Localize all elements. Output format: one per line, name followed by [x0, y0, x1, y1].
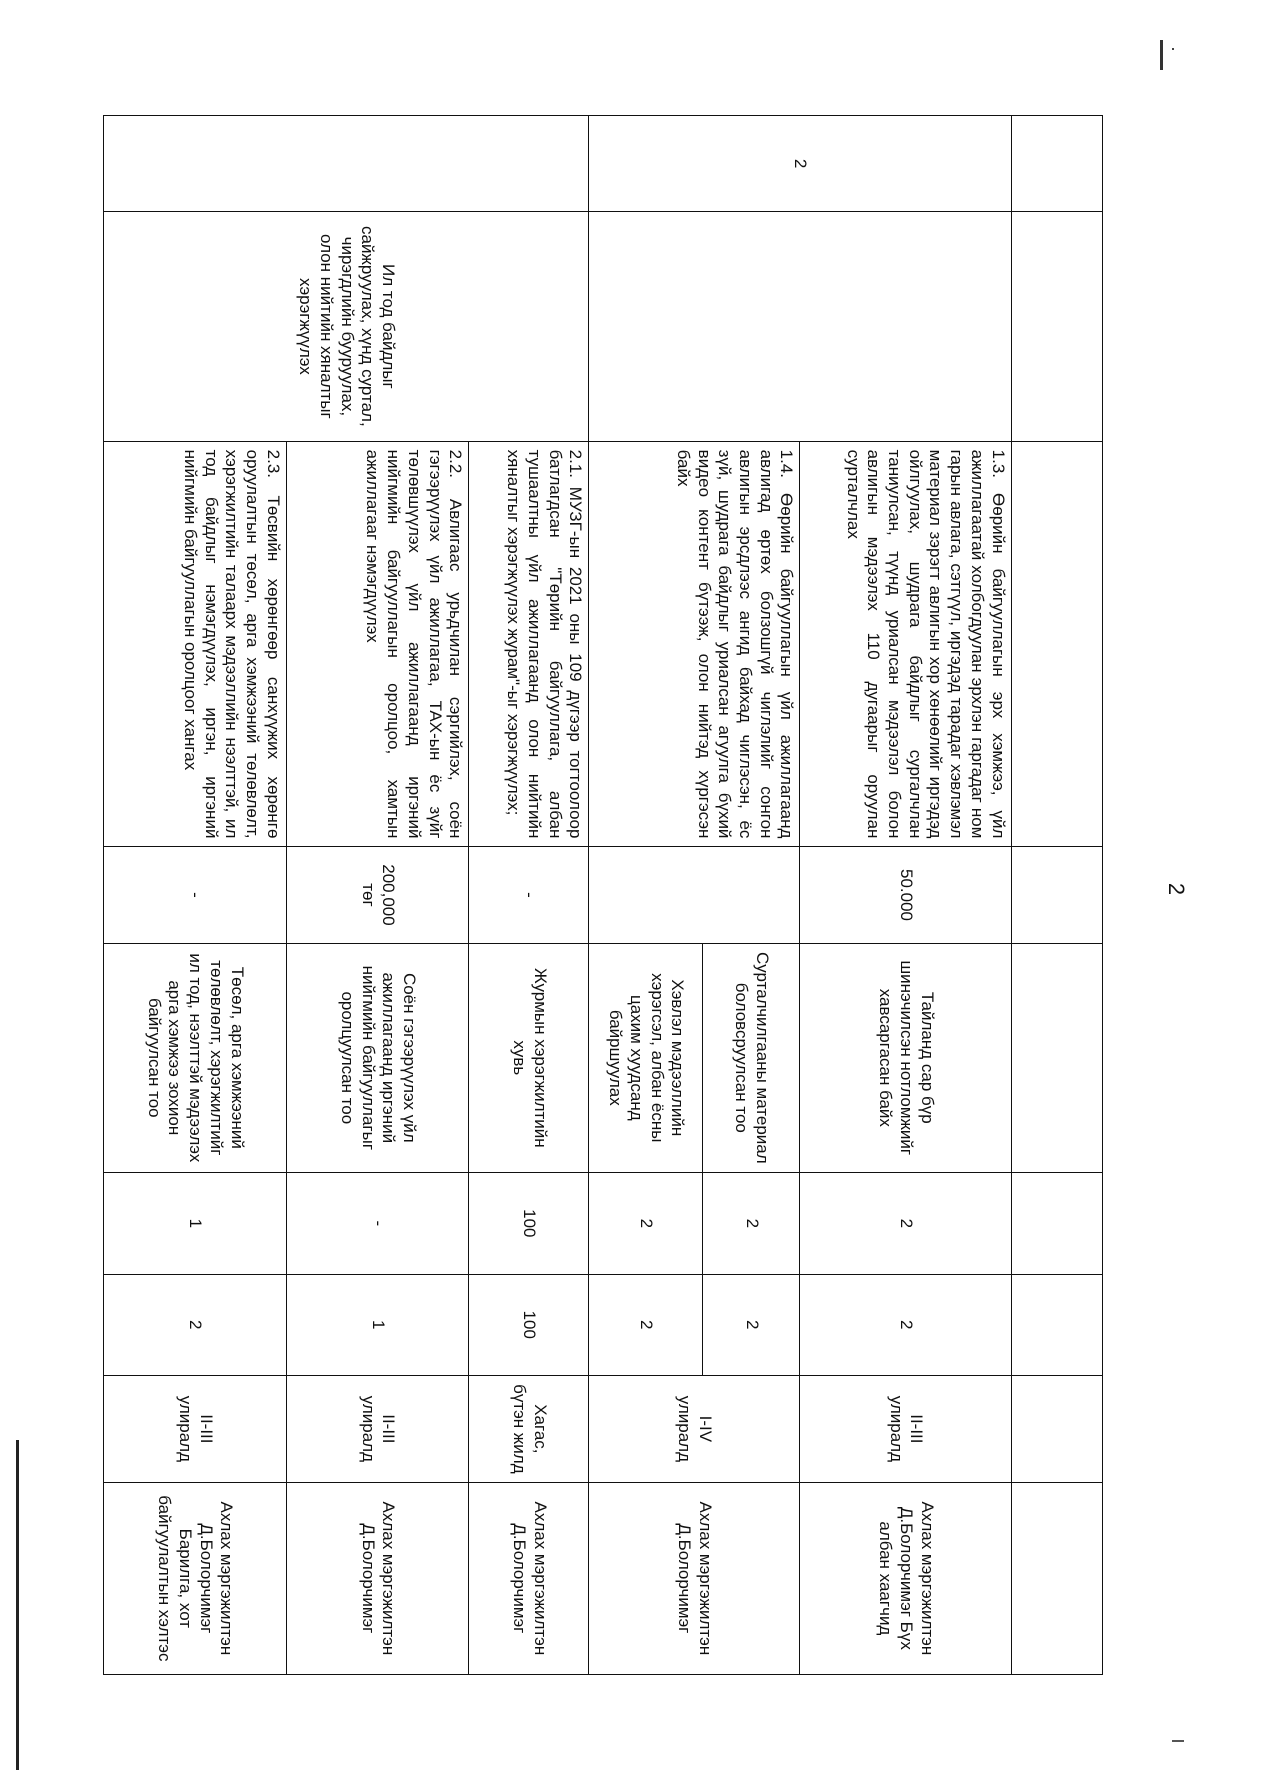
scan-mark [1172, 1740, 1184, 1742]
budget-2-1: - [469, 847, 589, 943]
deadline-2-2: II-III улиралд [286, 1375, 469, 1482]
deadline-1-4: I-IV улиралд [589, 1375, 800, 1482]
activity-2-2: 2.2. Авлигаас урьдчилан сэргийлэх, соён гэгээрүүлэх үйл ажиллагаа, ТАХ-ын ёс зүйг төлөвшүүлэх үйл ажиллагаанд иргэний нийгмийн байгууллагын оролцоо, хамтын ажиллагааг нэмэгдүүлэх [286, 441, 469, 847]
indicator-1-4-b: Хэвлэл мэдээллийн хэрэгсэл, албан ёсны цахим хуудсанд байршуулах [589, 943, 703, 1173]
responsible-1-4: Ахлах мэргэжилтэн Д.Болорчимэг [589, 1482, 800, 1674]
responsible-2-1: Ахлах мэргэжилтэн Д.Болорчимэг [469, 1482, 589, 1674]
empty-cell [1011, 1375, 1102, 1482]
target-1-3: 2 [800, 1274, 1011, 1375]
rotated-table [103, 115, 1103, 1675]
empty-cell [1011, 116, 1102, 212]
baseline-1-4-b: 2 [589, 1173, 703, 1274]
target-1-4-a: 2 [703, 1274, 800, 1375]
objective-cell [589, 212, 1011, 442]
activity-2-1: 2.1. МУЗГ-ын 2021 оны 109 дүгээр тогтоолоор батлагдсан "Төрийн байгууллага, албан тушаалтны үйл ажиллагаанд олон нийтийн хяналтыг хэрэгжүүлэх журам"-ыг хэрэгжүүлэх; [469, 441, 589, 847]
rotated-table-area [103, 115, 1261, 1675]
responsible-2-2: Ахлах мэргэжилтэн Д.Болорчимэг [286, 1482, 469, 1674]
scan-dot [1172, 48, 1174, 50]
action-plan-table [103, 115, 1103, 1675]
deadline-2-1: Хагас, бүтэн жилд [469, 1375, 589, 1482]
target-2-2: 1 [286, 1274, 469, 1375]
page-number: 2 [1164, 882, 1190, 896]
baseline-1-4-a: 2 [703, 1173, 800, 1274]
indicator-2-3: Төсөл, арга хэмжээний төлөвлөлт, хэрэгжилтийг ил тод, нээлттэй мэдээлэх арга хэмжээ зохион байгуулсан тоо [104, 943, 287, 1173]
objective-text: Ил тод байдлыг сайжруулах, хүнд суртал, чирэгдлийн бууруулах, олон нийтийн хяналтыг хэрэгжүүлэх [104, 212, 589, 442]
empty-cell [1011, 847, 1102, 943]
empty-cell [1011, 1274, 1102, 1375]
empty-cell [1011, 1173, 1102, 1274]
indicator-2-1: Журмын хэрэгжилтийн хувь [469, 943, 589, 1173]
budget-1-3: 50.000 [800, 847, 1011, 943]
empty-cell [1011, 212, 1102, 442]
deadline-1-3: II-III улиралд [800, 1375, 1011, 1482]
deadline-2-3: II-III улиралд [104, 1375, 287, 1482]
activity-2-3: 2.3. Төсвийн хөрөнгөөр санхүүжих хөрөнгө оруулалтын төсөл, арга хэмжээний төлөвлөлт, хэрэгжилтийн талаарх мэдээллийн нээлттэй, ил тод байдлыг нэмэгдүүлэх, иргэн, иргэний нийгмийн байгууллагын оролцоог хангах [104, 441, 287, 847]
scan-mark [1160, 40, 1163, 70]
indicator-1-3: Тайланд сар бүр шинэчилсэн нотломжийг хавсаргасан байх [800, 943, 1011, 1173]
responsible-2-3: Ахлах мэргэжилтэн Д.Болорчимэг Барилга, хот байгуулалтын хэлтэс [104, 1482, 287, 1674]
baseline-2-1: 100 [469, 1173, 589, 1274]
baseline-2-2: - [286, 1173, 469, 1274]
target-2-1: 100 [469, 1274, 589, 1375]
section-number: 2 [589, 116, 1011, 212]
indicator-2-2: Соён гэгээрүүлэх үйл ажиллагаанд иргэний нийгмийн байгууллагыг оролцуулсан тоо [286, 943, 469, 1173]
budget-2-3: - [104, 847, 287, 943]
indicator-1-4-a: Сурталчилгааны материал боловсруулсан тоо [703, 943, 800, 1173]
empty-cell [1011, 943, 1102, 1173]
activity-1-4: 1.4. Өөрийн байгууллагын үйл ажиллагаанд авлигад өртөх болзошгүй чиглэлийг сонгон авлигын эрсдлээс ангид байхад чиглэсэн, ёс зүй, шудрага байдлыг уриалсан агуулга бүхий видео контент бүтээж, олон нийтэд хүргэсэн байх [589, 441, 800, 847]
responsible-1-3: Ахлах мэргэжилтэн Д.Болорчимэг Бүх албан хаагчид [800, 1482, 1011, 1674]
empty-cell [1011, 441, 1102, 847]
target-2-3: 2 [104, 1274, 287, 1375]
activity-1-3: 1.3. Өөрийн байгууллагын эрх хэмжээ, үйл ажиллагаатай холбогдуулан эрхлэн гаргадаг ном гарын авлага, сэтгүүл, иргэдэд тарадаг хэвлэмэл материал зэрэгт авлигын хор хөнөөлийг иргэдэд ойлгуулах, шудрага байдлыг сургалчлан таниулсан, түүнд уриалсан мэдээлэл болон авлигын мэдээлэх 110 дугаарыг оруулан сурталчлах [800, 441, 1011, 847]
empty-cell [1011, 1482, 1102, 1674]
section-number-2 [104, 116, 589, 212]
budget-1-4 [589, 847, 800, 943]
baseline-2-3: 1 [104, 1173, 287, 1274]
scan-edge-line [16, 1440, 19, 1770]
baseline-1-3: 2 [800, 1173, 1011, 1274]
target-1-4-b: 2 [589, 1274, 703, 1375]
budget-2-2: 200,000 төг [286, 847, 469, 943]
